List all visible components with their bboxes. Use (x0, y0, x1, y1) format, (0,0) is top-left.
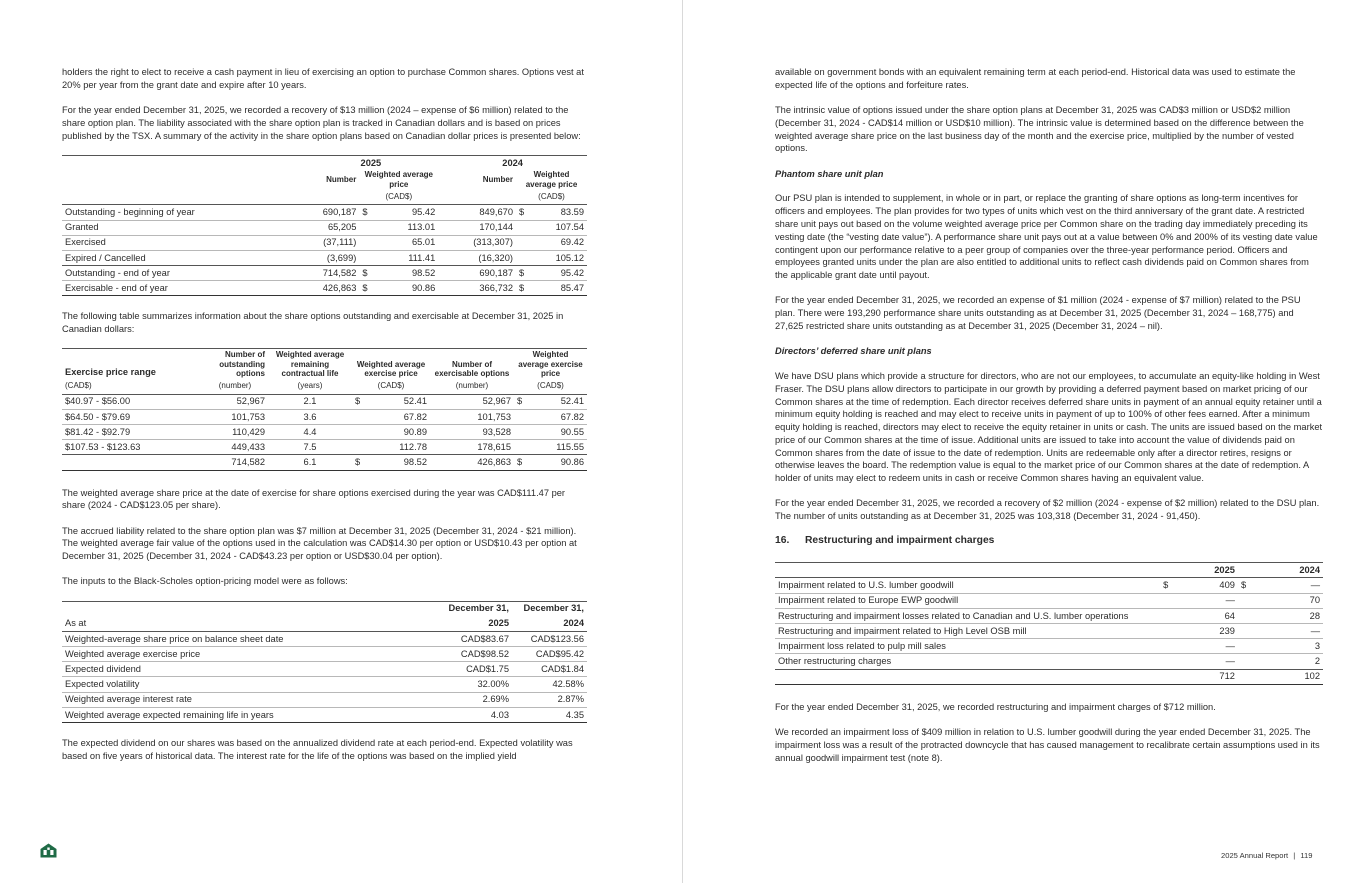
row-label: As at (65, 618, 87, 629)
cell (514, 409, 526, 424)
row-label: Weighted average exercise price (65, 648, 201, 659)
west-fraser-logo-icon (40, 843, 57, 858)
column-header: December 31, (523, 603, 584, 614)
row-label: Weighted average expected remaining life in years (65, 709, 274, 720)
cell (516, 235, 527, 250)
paragraph: The accrued liability related to the share option plan was $7 million at December 31, 2025 (December 31, 2024 - $21 million). The weighted average fair value of the options used in the calculation was CAD$14.30 per option or USD$10.43 per option at December 31, 2025 (December 31, 2024 - CAD$43.23 per option or USD$30.04 per option). (62, 525, 577, 562)
cell: 67.82 (560, 411, 584, 422)
cell: CAD$95.42 (535, 648, 584, 659)
row-label: Expired / Cancelled (65, 252, 146, 263)
table-row (62, 409, 587, 424)
column-header: Weighted average exercise price (518, 350, 583, 379)
cell: $ (1163, 580, 1169, 591)
year-header: 2025 (360, 157, 382, 168)
cell: 64 (1224, 610, 1235, 621)
cell: 52,967 (482, 396, 511, 407)
cell: 90.89 (403, 426, 427, 437)
unit-label: (CAD$) (537, 381, 564, 391)
row-label: Expected dividend (65, 663, 141, 674)
cell: (3,699) (326, 252, 357, 263)
black-scholes-inputs-table (62, 601, 587, 724)
cell (352, 440, 366, 455)
table-row (62, 707, 587, 722)
paragraph: The expected dividend on our shares was based on the annualized dividend rate at each period-end. Expected volatility was based on five years of historical data. The interest rate for the life of the options was based on the implied yield (62, 738, 573, 761)
cell: 712 (1219, 671, 1235, 682)
unit-label: (number) (218, 381, 252, 391)
cell: CAD$1.75 (466, 663, 509, 674)
unit-label: (CAD$) (65, 381, 92, 391)
subsection-heading: Directors’ deferred share unit plans (775, 346, 932, 357)
cell: — (1225, 595, 1235, 606)
table-row (775, 593, 1323, 608)
cell (1238, 639, 1249, 654)
cell: $ (362, 282, 368, 293)
table-row (62, 662, 587, 677)
cell: 65,205 (327, 222, 357, 233)
table-row (62, 266, 587, 281)
row-label: Impairment related to Europe EWP goodwill (778, 595, 959, 606)
cell: 98.52 (403, 457, 427, 468)
cell: 426,863 (477, 457, 511, 468)
cell: $ (1240, 580, 1247, 591)
year-header: 2025 (1214, 564, 1235, 575)
column-header: Weighted average price (525, 170, 578, 190)
cell: 110,429 (232, 426, 265, 437)
cell: — (1310, 625, 1320, 636)
unit-label: (number) (455, 381, 489, 391)
column-header: December 31, (448, 603, 509, 614)
paragraph: For the year ended December 31, 2025, we recorded restructuring and impairment charges of $712 million. (775, 701, 1216, 712)
cell: CAD$1.84 (541, 663, 584, 674)
cell: CAD$83.67 (460, 633, 509, 644)
cell: 4.03 (490, 709, 509, 720)
paragraph: Our PSU plan is intended to supplement, in whole or in part, or replace the granting of share options as long-term incentives for officers and employees. The plan provides for two types of units which vest on the third anniversary of the grant date. A restricted share unit pays out based on the volume weighted average price per Common share on the trading day immediately preceding its vesting date (the “vesting date value”). A performance share unit pays out at a value between 0% and 200% of its vesting date value contingent upon our performance relative to a peer group of companies over the three-year performance period. Officers and employees granted units under the plan are also entitled to additional units to reflect cash dividends paid on Common shares from the applicable grant date until payout. (775, 193, 1318, 281)
cell: 3 (1314, 640, 1320, 651)
paragraph: The intrinsic value of options issued under the share option plans at December 31, 2025 was CAD$3 million or USD$2 million (December 31, 2024 - CAD$14 million or USD$10 million). The intrinsic value is determined based on the difference between the weighted average share price on the last business day of the month and the exercise price, multiplied by the number of vested options. (775, 104, 1304, 154)
cell: 69.42 (560, 237, 584, 248)
row-label: $81.42 - $92.79 (65, 426, 131, 437)
cell: 70 (1309, 595, 1320, 606)
cell: 2.1 (303, 396, 317, 407)
table-row (62, 394, 587, 409)
cell: (313,307) (473, 237, 513, 248)
paragraph: For the year ended December 31, 2025, we recorded a recovery of $2 million (2024 - expense of $2 million) related to the DSU plan. The number of units outstanding as at December 31, 2025 was 103,318 (December 31, 2024 - 91,450). (775, 498, 1320, 522)
cell: 239 (1219, 625, 1235, 636)
paragraph: We have DSU plans which provide a structure for directors, who are not our employees, to accumulate an equity-like holding in West Fraser. The DSU plans allow directors to participate in our growth by providing a deferred payment based on market pricing of our Common shares at the time of redemption. Each director receives deferred share units in payment of an annual equity retainer until a minimum equity holding is reached and may elect to receive units in payment of up to 100% of other fees earned. After a minimum equity holding is reached, directors may elect to receive the equity retainer in units or cash. The units are issued based on the market price of our Common shares at the time of issue. Additional units are issued to take into account the value of dividends paid on Common shares from the date of issue to the date of redemption. Units are redeemable only after a director retires, resigns or otherwise leaves the board. The redemption value is equal to the market price of our Common shares at the date of redemption. A holder of units may elect to redeem units in cash or receive Common shares having an equivalent value. (775, 370, 1323, 484)
cell (1160, 593, 1184, 608)
cell (516, 250, 527, 265)
cell (352, 409, 366, 424)
cell: 83.59 (560, 207, 584, 218)
column-header: Number of outstanding options (219, 350, 265, 379)
cell: 52,967 (236, 396, 265, 407)
cell: 690,187 (479, 267, 513, 278)
column-header: Number (482, 175, 513, 185)
cell: 95.42 (560, 267, 584, 278)
cell: 112.78 (399, 441, 427, 452)
table-row (775, 654, 1323, 669)
cell: 102 (1304, 671, 1320, 682)
cell: (16,320) (478, 252, 513, 263)
row-label: Restructuring and impairment related to High Level OSB mill (778, 625, 1027, 636)
cell (1160, 624, 1184, 639)
cell (1238, 624, 1249, 639)
table-row (775, 578, 1323, 593)
column-header: 2025 (488, 618, 509, 629)
cell: 4.4 (303, 426, 317, 437)
cell: 90.86 (560, 457, 584, 468)
cell: (37,111) (323, 237, 357, 248)
cell: CAD$98.52 (460, 648, 509, 659)
row-label: Outstanding - end of year (65, 267, 170, 278)
cell: 98.52 (412, 267, 436, 278)
row-label: Weighted-average share price on balance sheet date (65, 633, 284, 644)
cell (359, 235, 370, 250)
cell: 714,582 (231, 457, 265, 468)
cell: 366,732 (479, 282, 513, 293)
table-row (62, 425, 587, 440)
cell (1238, 654, 1249, 669)
paragraph: We recorded an impairment loss of $409 million in relation to U.S. lumber goodwill during the year ended December 31, 2025. The impairment loss was a result of the protracted downcycle that has caused management to recalibrate certain assumptions used in its annual goodwill impairment test (note 8). (775, 726, 1320, 763)
cell (516, 220, 527, 235)
cell (1160, 654, 1184, 669)
cell: 85.47 (560, 282, 584, 293)
row-label: Exercisable - end of year (65, 282, 168, 293)
cell: 32.00% (477, 679, 509, 690)
cell: 52.41 (403, 396, 427, 407)
cell: 52.41 (560, 396, 584, 407)
table-row (62, 220, 587, 235)
table-row (62, 631, 587, 646)
unit-label: (CAD$) (377, 381, 405, 391)
table-row (62, 440, 587, 455)
cell: 67.82 (403, 411, 427, 422)
cell: 3.6 (303, 411, 317, 422)
cell (1238, 608, 1249, 623)
cell: 107.54 (555, 222, 584, 233)
column-header: Exercise price range (65, 367, 156, 378)
cell: $ (362, 207, 368, 218)
cell: 449,433 (231, 441, 265, 452)
cell: 90.86 (412, 282, 436, 293)
year-header: 2024 (502, 157, 523, 168)
cell: 426,863 (322, 282, 357, 293)
cell: $ (519, 282, 525, 293)
cell (514, 440, 526, 455)
cell: — (1225, 640, 1235, 651)
left-page-column (62, 66, 587, 775)
unit-label: (years) (297, 381, 323, 391)
row-label: Exercised (65, 237, 106, 248)
cell: 178,615 (477, 441, 511, 452)
paragraph: The weighted average share price at the date of exercise for share options exercised during the year was CAD$111.47 per share (2024 - CAD$123.05 per share). (62, 487, 566, 511)
row-label: Other restructuring charges (778, 656, 892, 667)
row-label: Restructuring and impairment losses related to Canadian and U.S. lumber operations (778, 610, 1129, 621)
subsection-heading: Phantom share unit plan (775, 168, 884, 179)
row-label: $40.97 - $56.00 (65, 396, 131, 407)
cell: 113.01 (407, 222, 436, 233)
row-label: Expected volatility (65, 679, 140, 690)
table-row (62, 281, 587, 296)
cell: $ (519, 207, 525, 218)
cell: 849,670 (479, 207, 513, 218)
cell: $ (517, 457, 523, 468)
table-row (775, 624, 1323, 639)
cell: 409 (1219, 580, 1235, 591)
unit-label: (CAD$) (385, 192, 413, 202)
cell: 101,753 (231, 411, 265, 422)
cell: 105.12 (555, 252, 584, 263)
section-number: 16. (775, 535, 790, 547)
cell: 90.55 (560, 426, 584, 437)
table-row (62, 205, 587, 220)
cell: 6.1 (303, 457, 317, 468)
section-title: Restructuring and impairment charges (805, 535, 995, 547)
column-header: Weighted average remaining contractual life (275, 350, 345, 379)
share-option-activity-table (62, 155, 587, 297)
cell: — (1225, 656, 1235, 667)
section-heading (775, 535, 1323, 548)
year-header: 2024 (1299, 564, 1320, 575)
cell: $ (355, 396, 361, 407)
cell: 65.01 (412, 237, 436, 248)
column-header: Weighted average exercise price (356, 359, 426, 379)
column-header: Number (326, 175, 357, 185)
report-title: 2025 Annual Report (1221, 851, 1289, 860)
cell (352, 425, 366, 440)
cell: — (1310, 580, 1320, 591)
cell: 2 (1314, 656, 1320, 667)
row-label: $107.53 - $123.63 (65, 441, 141, 452)
table-row (775, 608, 1323, 623)
cell (359, 220, 370, 235)
cell: 93,528 (482, 426, 511, 437)
column-header: Number of exercisable options (434, 359, 510, 379)
cell: 95.42 (412, 207, 436, 218)
cell: 170,144 (479, 222, 513, 233)
cell: 714,582 (322, 267, 357, 278)
paragraph: The following table summarizes information about the share options outstanding and exercisable at December 31, 2025 in Canadian dollars: (62, 311, 564, 335)
table-row (62, 647, 587, 662)
paragraph: The inputs to the Black-Scholes option-pricing model were as follows: (62, 576, 348, 587)
cell (1238, 593, 1249, 608)
cell (514, 425, 526, 440)
cell: $ (362, 267, 368, 278)
table-row (62, 692, 587, 707)
cell: 7.5 (303, 441, 317, 452)
row-label: Impairment loss related to pulp mill sales (778, 640, 946, 651)
cell (1160, 608, 1184, 623)
cell: CAD$123.56 (530, 633, 584, 644)
paragraph: holders the right to elect to receive a cash payment in lieu of exercising an option to purchase Common shares. Options vest at 20% per year from the grant date and expire after 10 years. (62, 67, 584, 90)
exercise-price-range-table (62, 348, 587, 470)
footer-separator: | (1293, 851, 1296, 860)
paragraph: available on government bonds with an equivalent remaining term at each period-end. Historical data was used to estimate the expected life of the options and forfeiture rates. (775, 67, 1296, 90)
cell: 42.58% (552, 679, 584, 690)
cell: $ (355, 457, 361, 468)
page-divider (682, 0, 683, 883)
row-label: $64.50 - $79.69 (65, 411, 131, 422)
row-label: Impairment related to U.S. lumber goodwill (778, 580, 954, 591)
restructuring-table (775, 562, 1323, 685)
page-number: 119 (1300, 851, 1313, 860)
table-row (62, 250, 587, 265)
cell: 28 (1309, 610, 1320, 621)
cell: 101,753 (477, 411, 511, 422)
paragraph: For the year ended December 31, 2025, we recorded a recovery of $13 million (2024 – expense of $6 million) related to the share option plan. The liability associated with the share option plan is tracked in Canadian dollars and is based on prices published by the TSX. A summary of the activity in the share option plans based on Canadian dollar prices is presented below: (62, 104, 581, 141)
cell: 4.35 (565, 709, 584, 720)
paragraph: For the year ended December 31, 2025, we recorded an expense of $1 million (2024 - expense of $7 million) related to the PSU plan. There were 193,290 performance share units outstanding as at December 31, 2025 (December 31, 2024 – 168,775) and 27,625 restricted share units outstanding as at December 31, 2025 (December 31, 2024 – nil). (775, 295, 1301, 331)
cell: 690,187 (322, 207, 357, 218)
cell: $ (517, 396, 523, 407)
cell (359, 250, 370, 265)
cell: 115.55 (556, 441, 584, 452)
row-label: Outstanding - beginning of year (65, 207, 195, 218)
cell: 2.87% (557, 694, 584, 705)
cell: 111.41 (408, 252, 436, 263)
cell: $ (519, 267, 525, 278)
total-row (62, 455, 587, 470)
row-label: Weighted average interest rate (65, 694, 192, 705)
table-row (775, 639, 1323, 654)
column-header: 2024 (563, 618, 584, 629)
page-footer (1221, 850, 1312, 863)
row-label: Granted (65, 222, 99, 233)
table-row (62, 235, 587, 250)
column-header: Weighted average price (364, 170, 433, 190)
cell (1160, 639, 1184, 654)
table-row (62, 677, 587, 692)
right-page-column (775, 66, 1323, 777)
cell: 2.69% (482, 694, 509, 705)
total-row (775, 669, 1323, 684)
unit-label: (CAD$) (538, 192, 565, 202)
